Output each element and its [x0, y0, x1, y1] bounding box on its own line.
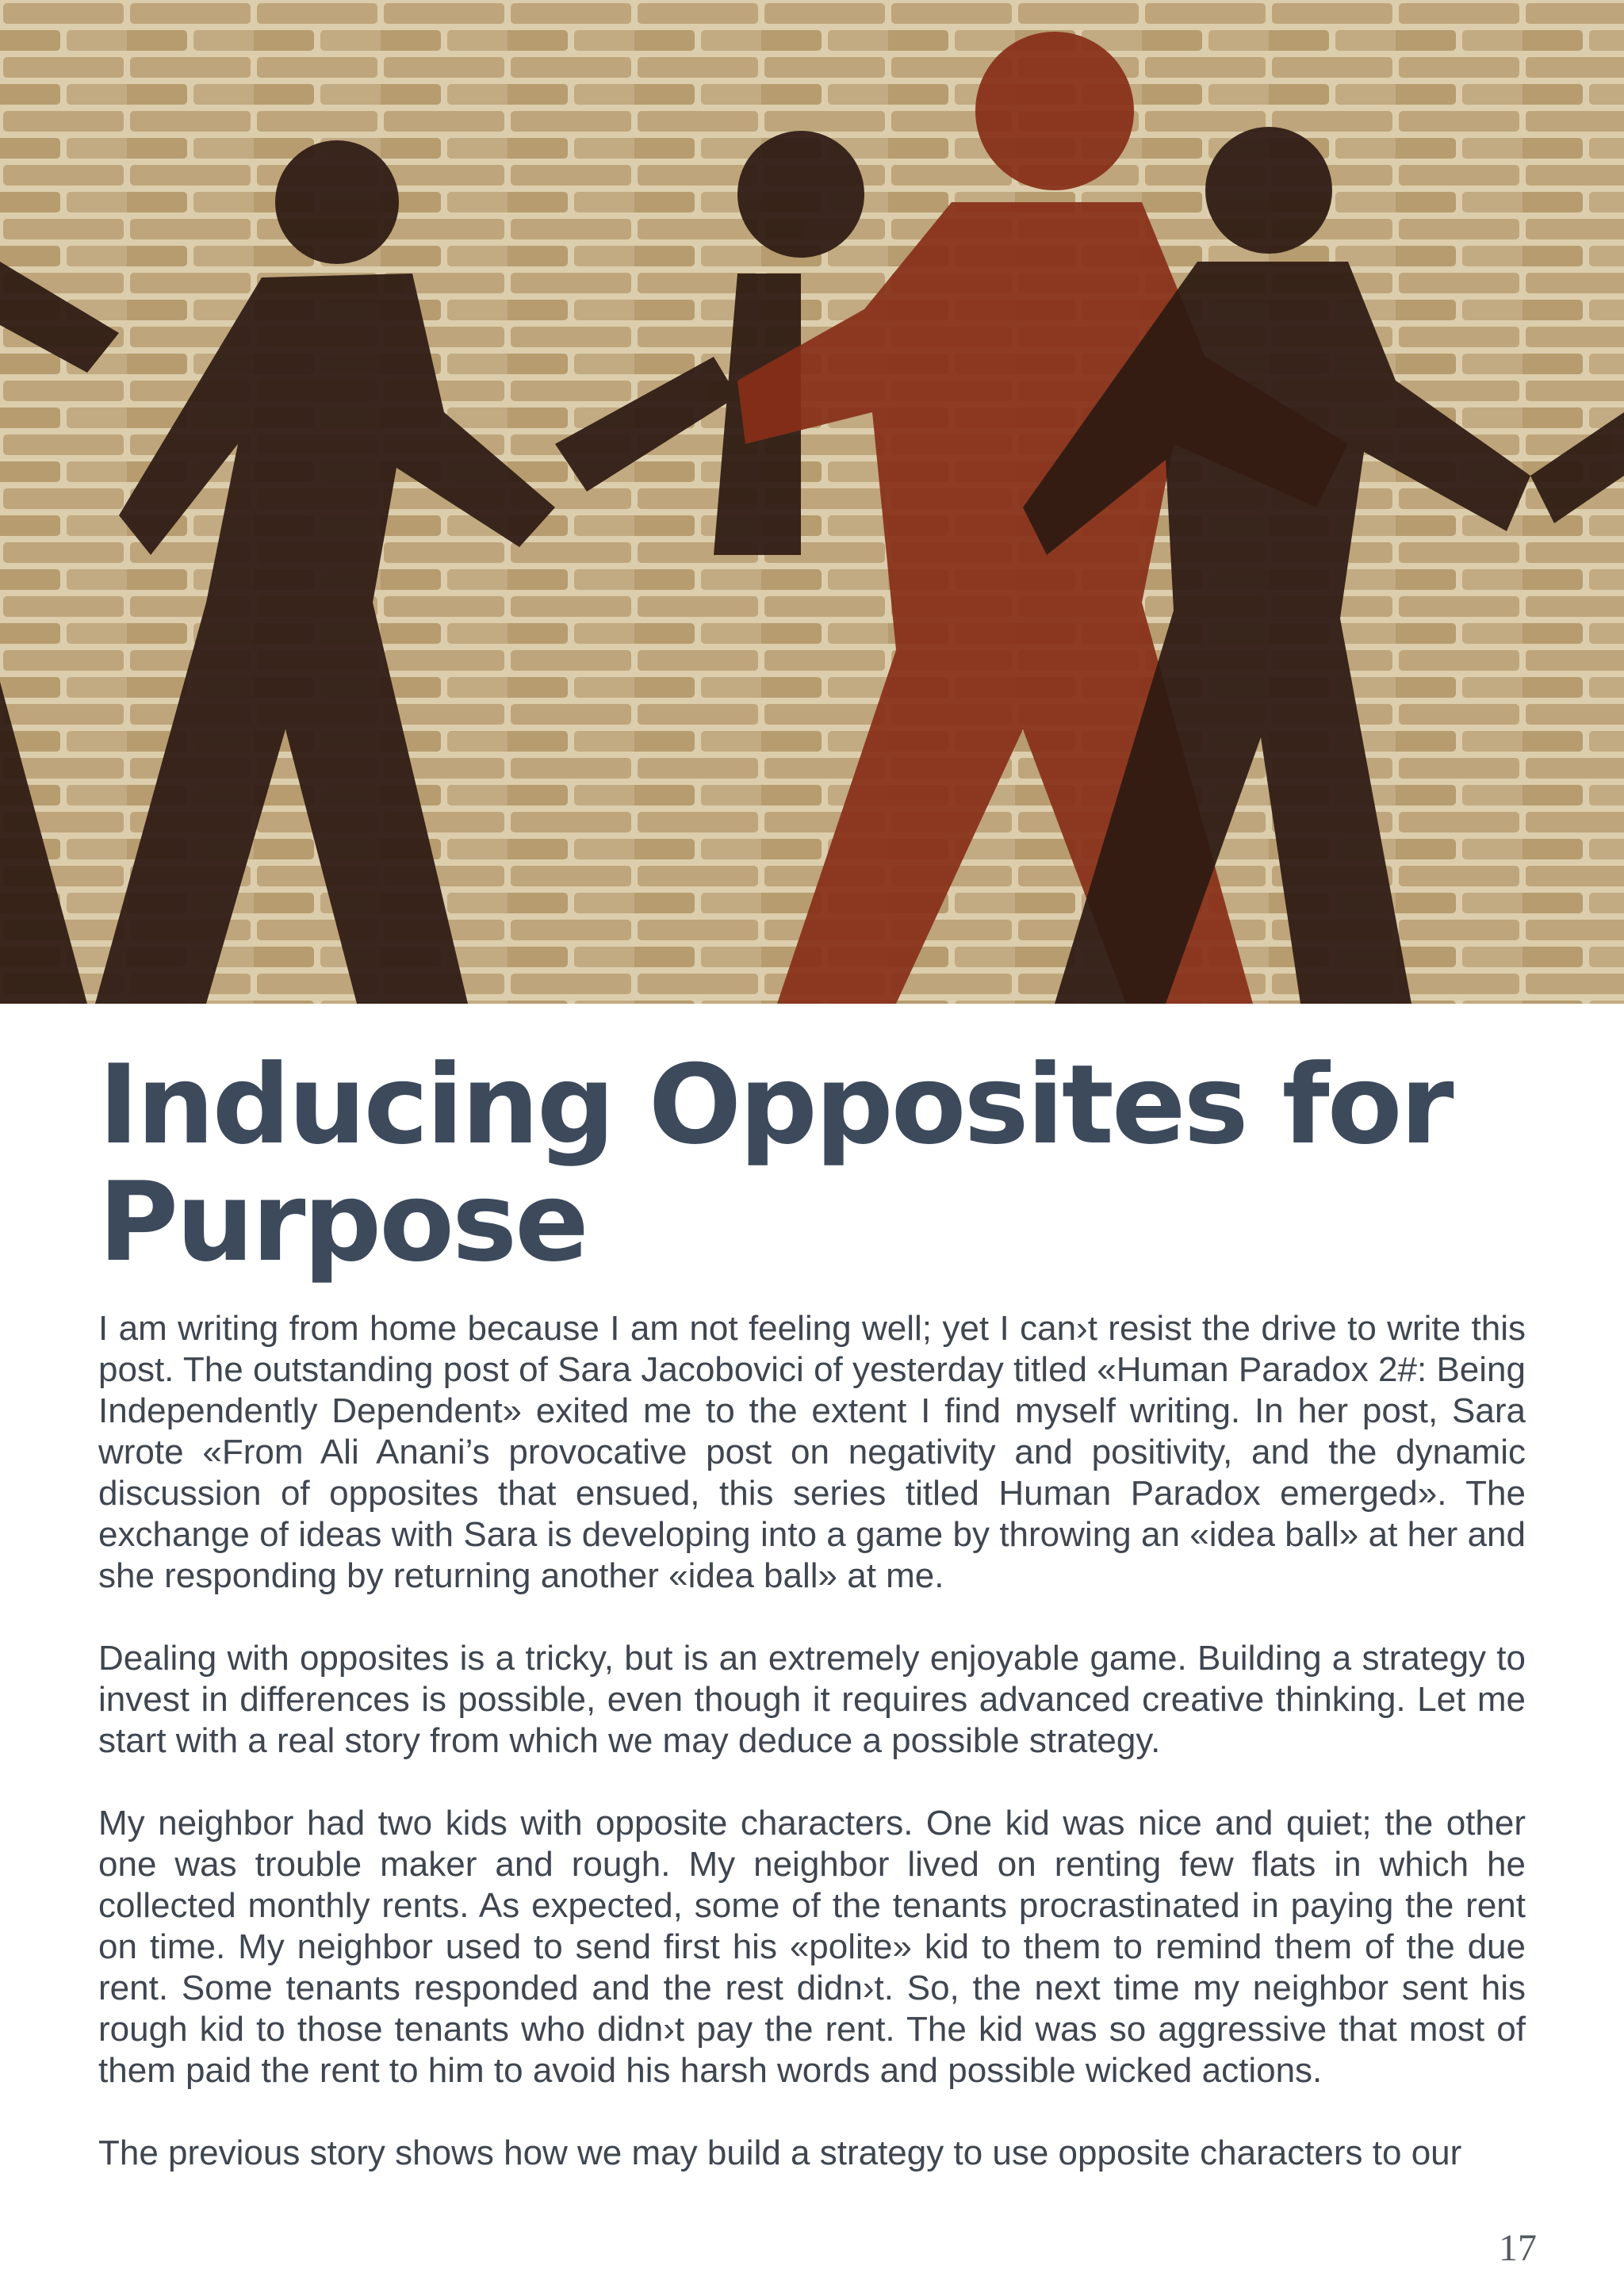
article-title: Inducing Opposites for Purpose	[98, 1041, 1452, 1286]
hero-image	[0, 0, 1624, 1004]
paragraph: The previous story shows how we may build a strategy to use opposite characters to our	[98, 2133, 1462, 2172]
page-number: 17	[1499, 2227, 1537, 2269]
paragraph: My neighbor had two kids with opposite characters. One kid was nice and quiet; the other one was trouble maker and rough. My neighbor lived on renting few flats in which he collected monthly rents. As expected, some of the tenants procrastinated in paying the rent on time. My neighbor used to send first his «polite» kid to them to remind them of the due rent. Some tenants responded and the rest didn›t. So, the next time my neighbor sent his rough kid to those tenants who didn›t pay the rent. The kid was so aggressive that most of them paid the rent to him to avoid his harsh words and possible wicked actions.	[98, 1804, 1526, 2090]
article-body	[98, 1308, 1526, 2174]
brick-wall-walking-figures-image	[0, 0, 1624, 1004]
wall-shade	[0, 0, 1624, 1004]
paragraph: I am writing from home because I am not feeling well; yet I can›t resist the drive to write this post. The outstanding post of Sara Jacobovici of yesterday titled «Human Paradox 2#: Being Independently Dependent» exited me to the extent I find myself writing. In her post, Sara wrote «From Ali Anani’s provocative post on negativity and positivity, and the dynamic discussion of opposites that ensued, this series titled Human Paradox emerged». The exchange of ideas with Sara is developing into a game by throwing an «idea ball» at her and she responding by returning another «idea ball» at me.	[98, 1309, 1526, 1595]
paragraph: Dealing with opposites is a tricky, but is an extremely enjoyable game. Building a strategy to invest in differences is possible, even though it requires advanced creative thinking. Let me start with a real story from which we may deduce a possible strategy.	[98, 1639, 1526, 1760]
